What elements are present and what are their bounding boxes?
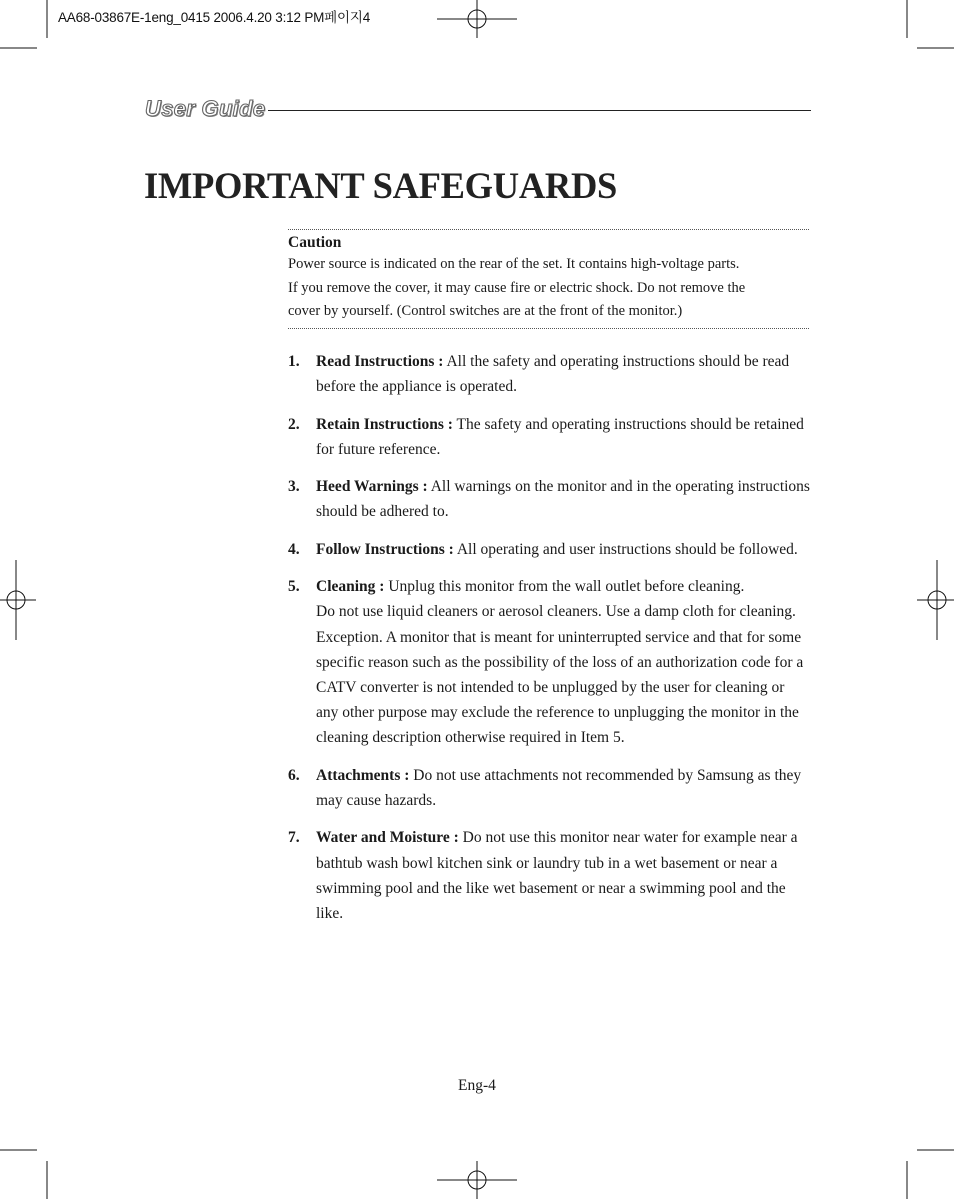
crop-mark-top-right: [907, 0, 954, 48]
item-number: 3.: [288, 478, 300, 496]
registration-mark-top: [437, 0, 517, 38]
item-text: All the safety and operating instructions should be read before the appliance is operated.: [316, 353, 790, 396]
list-item: [288, 412, 810, 462]
item-title: Retain Instructions :: [316, 415, 453, 433]
item-text: Do not use liquid cleaners or aerosol cleaners. Use a damp cloth for cleaning.: [316, 603, 796, 621]
crop-mark-top-left: [0, 0, 47, 48]
list-item: [288, 574, 810, 750]
caution-line: Power source is indicated on the rear of the set. It contains high-voltage parts.: [288, 256, 740, 272]
item-title: Heed Warnings :: [316, 478, 428, 496]
item-text: The safety and operating instructions should be retained for future reference.: [316, 415, 804, 458]
list-item: [288, 349, 810, 399]
item-title: Cleaning :: [316, 578, 385, 596]
item-text: All operating and user instructions should be followed.: [456, 540, 798, 558]
safeguards-list: [288, 349, 810, 938]
registration-mark-right: [917, 560, 954, 640]
registration-mark-bottom: [437, 1161, 517, 1199]
list-item: [288, 825, 810, 926]
caution-line: If you remove the cover, it may cause fire or electric shock. Do not remove the: [288, 279, 746, 296]
item-text: All warnings on the monitor and in the operating instructions should be adhered to.: [316, 478, 810, 521]
page-title: IMPORTANT SAFEGUARDS: [144, 165, 618, 206]
caution-box: [288, 229, 809, 329]
section-label: User Guide: [145, 96, 266, 121]
item-text: Exception. A monitor that is meant for uninterrupted service and that for some specific reason such as the possibility of the loss of an authorization code for a CATV converter is not intended to be unplugged by the user for cleaning or any other purpose may exclude the reference to unplugging the monitor in the cleaning description otherwise required in Item 5.: [316, 628, 804, 747]
page-number: Eng-4: [458, 1077, 496, 1094]
item-title: Read Instructions :: [316, 353, 444, 370]
list-item: [288, 763, 810, 813]
item-number: 6.: [288, 766, 300, 784]
item-number: 4.: [288, 540, 300, 558]
registration-mark-left: [0, 560, 36, 640]
item-number: 5.: [288, 578, 300, 596]
item-title: Attachments :: [316, 766, 410, 784]
crop-mark-bottom-left: [0, 1150, 47, 1199]
item-title: Follow Instructions :: [316, 540, 454, 558]
item-text: Do not use this monitor near water for example near a bathtub wash bowl kitchen sink or laundry tub in a wet basement or near a swimming pool and the like wet basement or near a swimming pool and the like.: [316, 829, 798, 922]
item-text: Unplug this monitor from the wall outlet before cleaning.: [388, 578, 745, 596]
caution-line: cover by yourself. (Control switches are at the front of the monitor.): [288, 303, 683, 319]
crop-mark-bottom-right: [907, 1150, 954, 1199]
caution-title: Caution: [288, 234, 342, 251]
item-text: Do not use attachments not recommended by Samsung as they may cause hazards.: [316, 766, 802, 809]
item-number: 1.: [288, 353, 300, 370]
list-item: [288, 537, 810, 562]
list-item: [288, 474, 810, 524]
print-slug: AA68-03867E-1eng_0415 2006.4.20 3:12 PM페이지4: [58, 10, 370, 25]
item-title: Water and Moisture :: [316, 829, 459, 847]
item-number: 2.: [288, 415, 300, 433]
item-number: 7.: [288, 829, 300, 847]
header-rule: [268, 110, 811, 111]
